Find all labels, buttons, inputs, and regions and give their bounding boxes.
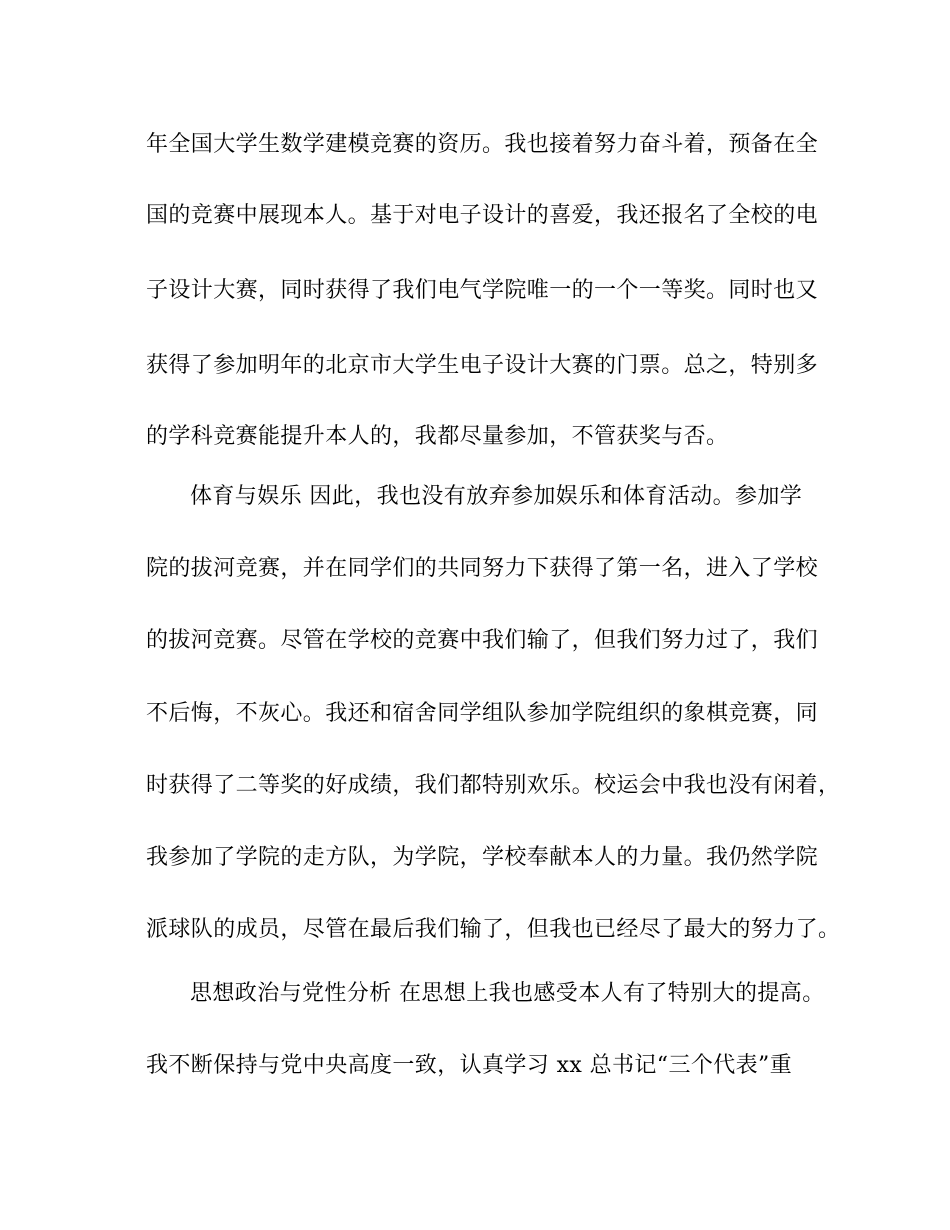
- text-line: 获得了参加明年的北京市大学生电子设计大赛的门票。总之，特别多: [146, 353, 819, 378]
- text-line: 我参加了学院的走方队，为学院，学校奉献本人的力量。我仍然学院: [146, 845, 819, 870]
- text-line: 时获得了二等奖的好成绩，我们都特别欢乐。校运会中我也没有闲着，: [146, 773, 841, 798]
- text-line: 不后悔，不灰心。我还和宿舍同学组队参加学院组织的象棋竞赛，同: [146, 701, 819, 726]
- text-line: 院的拔河竞赛，并在同学们的共同努力下获得了第一名，进入了学校: [146, 556, 819, 581]
- text-line: 派球队的成员，尽管在最后我们输了，但我也已经尽了最大的努力了。: [146, 917, 841, 942]
- text-line: 的学科竞赛能提升本人的，我都尽量参加，不管获奖与否。: [146, 424, 729, 449]
- paragraph-first-line: 思想政治与党性分析 在思想上我也感受本人有了特别大的提高。: [190, 981, 825, 1006]
- text-line: 年全国大学生数学建模竞赛的资历。我也接着努力奋斗着，预备在全: [146, 132, 819, 157]
- paragraph-first-line: 体育与娱乐 因此，我也没有放弃参加娱乐和体育活动。参加学: [190, 484, 803, 509]
- text-line: 子设计大赛，同时获得了我们电气学院唯一的一个一等奖。同时也又: [146, 278, 819, 303]
- text-line: 国的竞赛中展现本人。基于对电子设计的喜爱，我还报名了全校的电: [146, 203, 819, 228]
- text-line: 我不断保持与党中央高度一致，认真学习 xx 总书记“三个代表”重: [146, 1053, 793, 1078]
- text-line: 的拔河竞赛。尽管在学校的竞赛中我们输了，但我们努力过了，我们: [146, 628, 819, 653]
